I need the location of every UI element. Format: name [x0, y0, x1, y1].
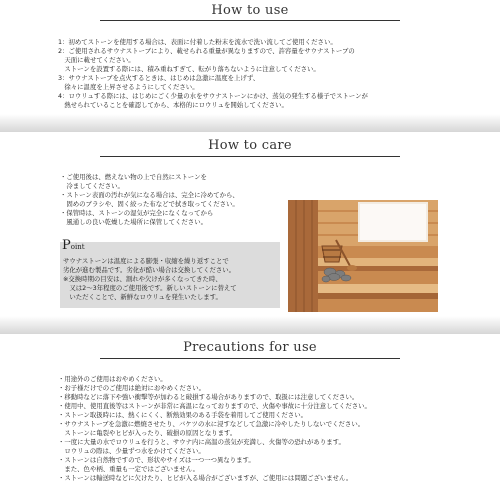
- list-item: ・サウナストーブを急激に燃焼させたり、バケツの水に浸すなどして急激に冷やしたりしないでください。: [58, 420, 365, 428]
- point-title: [62, 238, 85, 253]
- how-to-care-list: [60, 173, 239, 227]
- list-item: ・移動時などに落下や強い衝撃等が加わると破損する場合がありますので、取扱には注意してください。: [58, 393, 359, 401]
- point-line: ※交換時期の目安は、割れや欠けが多くなってきた時、: [63, 275, 222, 283]
- list-item: 固めのブラシや、固く絞った布などで拭き取ってください。: [60, 200, 239, 208]
- list-item: 風通しの良い乾燥した場所に保管してください。: [60, 218, 207, 226]
- divider: [100, 20, 400, 21]
- section-title-how-to-use: How to use: [211, 3, 289, 18]
- list-item: ・一度に大量の水でロウリュを行うと、サウナ内に高温の蒸気が充満し、火傷等の恐れがあります。: [58, 438, 345, 446]
- point-line: サウナストーンは温度による膨張・収縮を繰り返すことで: [63, 257, 229, 265]
- list-item: 3：サウナストーブを点火するときは、はじめは急激に温度を上げず、: [58, 74, 260, 82]
- list-item: 熱せられていることを確認してから、本格的にロウリュを開始してください。: [58, 101, 288, 109]
- section-separator-band: [0, 316, 500, 334]
- point-text: [63, 257, 237, 302]
- point-line: 劣化が進む製品です。劣化が酷い場合は交換してください。: [63, 266, 236, 274]
- sauna-photo: [288, 200, 438, 312]
- list-item: ・ストーンは輸送時などに欠けたり、ヒビが入る場合がございますが、ご使用には問題ございません。: [58, 474, 353, 482]
- section-title-how-to-care: How to care: [208, 138, 292, 153]
- point-line: いただくことで、新鮮なロウリュを発生いたします。: [63, 293, 222, 301]
- divider: [100, 358, 400, 359]
- list-item: 冷ましてください。: [60, 182, 124, 190]
- how-to-use-list: [58, 38, 368, 110]
- list-item: ストーンに亀裂やヒビが入ったり、破損の原因となります。: [58, 429, 237, 437]
- precautions-list: [58, 375, 371, 483]
- list-item: ・ストーン取扱時には、熱くにくく、断熱効果のある手袋を着用してご使用ください。: [58, 411, 307, 419]
- list-item: 2：ご使用されるサウナストーブにより、載せられる重量が異なりますので、許容量をサウナストーブの: [58, 47, 355, 55]
- list-item: 天面に載せてください。: [58, 56, 135, 64]
- list-item: 4：ロウリュする際には、はじめにごく少量の水をサウナストーンにかけ、蒸気の発生する様子でストーンが: [58, 92, 368, 100]
- divider: [100, 156, 400, 157]
- list-item: ・ストーン表面の汚れが気になる場合は、完全に冷めてから、: [60, 191, 239, 199]
- list-item: ・使用中、使用直後等はストーンが非常に高温になっておりますので、火傷や事故に十分注意してください。: [58, 402, 371, 410]
- list-item: 1：初めてストーンを使用する場合は、表面に付着した粉末を流水で洗い流してご使用ください。: [58, 38, 337, 46]
- list-item: ロウリュの際は、少量ずつ水をかけてください。: [58, 447, 205, 455]
- list-item: ・お子様だけでのご使用は絶対におやめください。: [58, 384, 205, 392]
- list-item: ・ご使用後は、燃えない物の上で自然にストーンを: [60, 173, 207, 181]
- list-item: ・用途外のご使用はおやめください。: [58, 375, 167, 383]
- point-title-initial: P: [62, 238, 71, 253]
- point-title-rest: oint: [70, 243, 85, 251]
- point-line: 又は2〜3年程度のご使用後です。新しいストーンに替えて: [63, 284, 237, 292]
- list-item: また、色や柄、重量も一定ではございません。: [58, 465, 199, 473]
- list-item: 徐々に温度を上昇させるようにしてください。: [58, 83, 199, 91]
- section-title-precautions: Precautions for use: [183, 340, 317, 355]
- section-separator-band: [0, 114, 500, 132]
- list-item: ・保管時は、ストーンの湿気が完全になくなってから: [60, 209, 214, 217]
- list-item: ・ストーンは自然物ですので、形状やサイズは一つ一つ異なります。: [58, 456, 255, 464]
- list-item: ストーンを設置する際には、積み重ねすぎて、転がり落ちないように注意してください。: [58, 65, 320, 73]
